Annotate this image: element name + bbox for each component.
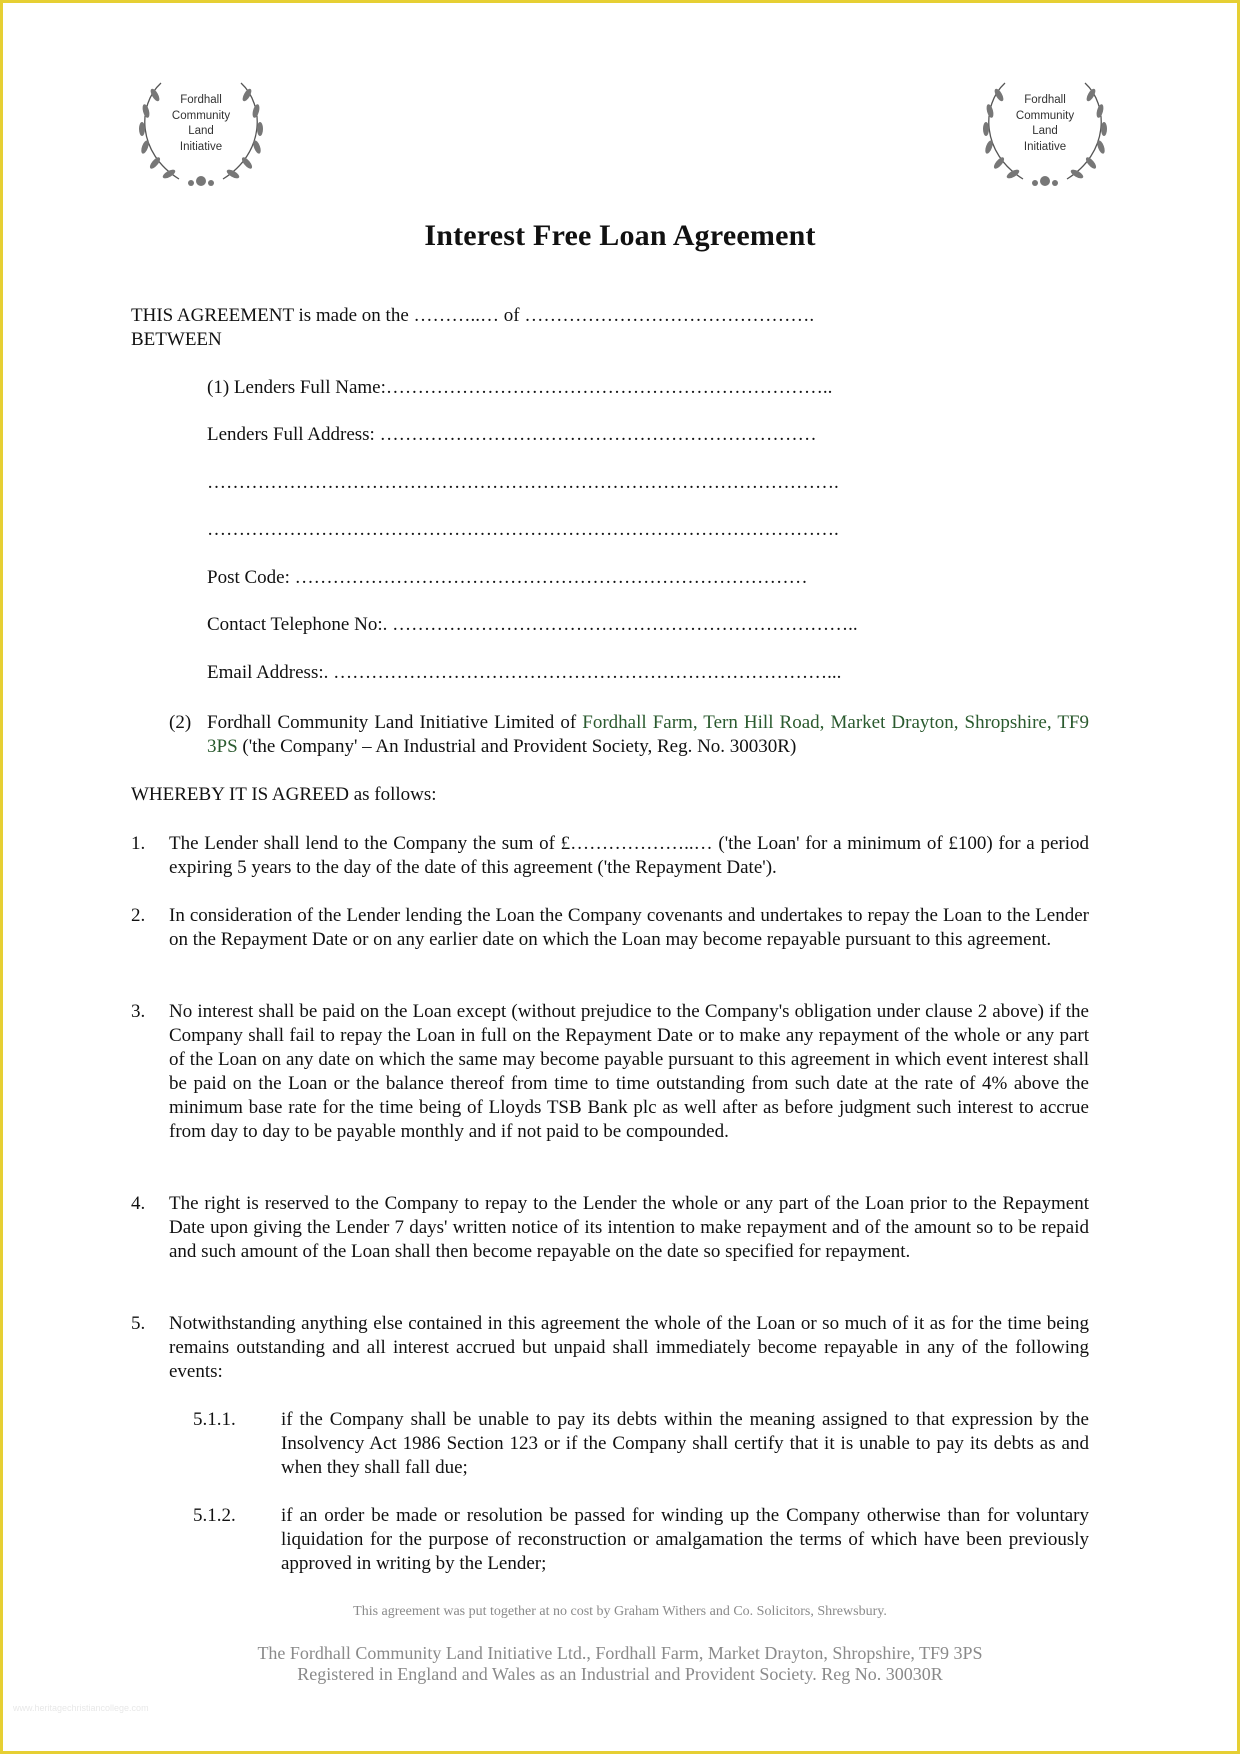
clause-number: 4. — [131, 1193, 146, 1214]
email-field: Email Address:. ……………………………………………………………………... — [207, 662, 842, 683]
logo-line: Land — [1032, 125, 1058, 137]
clause-number: 3. — [131, 1001, 146, 1022]
logo-line: Initiative — [1023, 140, 1067, 153]
logo-line: Fordhall — [1024, 94, 1066, 106]
lender-address-field: Lenders Full Address: …………………………………………………………… — [207, 424, 817, 445]
clause-text: No interest shall be paid on the Loan except (without prejudice to the Company's obligation under clause 2 above) if the Company shall fail to repay the Loan in full on the Repayment Date or to make any repayment of the whole or any part of the Loan on any date on which the same may become payable pursuant to this agreement in which event interest shall be paid on the Loan or the balance thereof from time to time outstanding from such date at the rate of 4% above the minimum base rate for the time being of Lloyds TSB Bank plc as well after as before judgment such interest to accrue from day to day to be payable monthly and if not paid to be compounded. — [169, 1001, 1089, 1142]
logo-line: Community — [1015, 109, 1075, 122]
subclause-number: 5.1.1. — [193, 1409, 236, 1430]
clause-text: In consideration of the Lender lending the Loan the Company covenants and undertakes to repay the Loan to the Lender on the Repayment Date or on any earlier date on which the Loan may become repayable pursuant to this agreement. — [169, 905, 1089, 950]
whereby-heading: WHEREBY IT IS AGREED as follows: — [131, 784, 437, 805]
footer-address: The Fordhall Community Land Initiative Ltd., Fordhall Farm, Market Drayton, Shropshire, TF9 3PS — [257, 1643, 983, 1663]
clause-text: The Lender shall lend to the Company the sum of £………………..… ('the Loan' for a minimum of £100) for a period expiring 5 years to the day of the date of this agreement ('the Repayment Date'). — [169, 833, 1089, 878]
logo-line: Fordhall — [180, 94, 222, 106]
party2-number: (2) — [169, 712, 192, 733]
party2-name: Fordhall Community Land Initiative Limited of — [207, 712, 583, 733]
solicitor-note: This agreement was put together at no cost by Graham Withers and Co. Solicitors, Shrewsbury. — [353, 1604, 887, 1619]
telephone-field: Contact Telephone No:. ……………………………………………………………….. — [207, 614, 858, 635]
agreement-date-line: THIS AGREEMENT is made on the ………..… of ………………………………………. — [131, 305, 815, 326]
party2-details: ('the Company' – An Industrial and Provident Society, Reg. No. 30030R) — [237, 736, 797, 757]
fordhall-logo-left — [131, 75, 271, 193]
clause-number: 1. — [131, 833, 146, 854]
party2-company — [207, 711, 1089, 759]
clause-text: Notwithstanding anything else contained in this agreement the whole of the Loan or so much of it as for the time being remains outstanding and all interest accrued but unpaid shall immediately become repayable in any of the following events: — [169, 1313, 1089, 1382]
subclause-text: if an order be made or resolution be passed for winding up the Company otherwise than for voluntary liquidation for the purpose of reconstruction or amalgamation the terms of which have been previously approved in writing by the Lender; — [281, 1505, 1089, 1574]
logo-line: Initiative — [179, 140, 223, 153]
lender-address-line-2: ………………………………………………………………………………………. — [207, 472, 839, 493]
subclause-number: 5.1.2. — [193, 1505, 236, 1526]
lender-address-line-3: ………………………………………………………………………………………. — [207, 519, 839, 540]
fordhall-logo-right — [975, 75, 1115, 193]
party2-address: Fordhall Farm, Tern Hill Road, Market Drayton, Shropshire, TF9 3PS — [207, 712, 1089, 757]
lender-name-field: (1) Lenders Full Name:…………………………………………………………….. — [207, 377, 833, 398]
watermark: www.heritagechristiancollege.com — [13, 1703, 149, 1713]
between-label: BETWEEN — [131, 329, 222, 350]
clause-number: 2. — [131, 905, 146, 926]
company-footer — [3, 1643, 1237, 1685]
document-title: Interest Free Loan Agreement — [424, 219, 816, 252]
logo-line: Land — [188, 125, 214, 137]
logo-line: Community — [171, 109, 231, 122]
clause-text: The right is reserved to the Company to repay to the Lender the whole or any part of the Loan prior to the Repayment Date upon giving the Lender 7 days' written notice of its intention to make repayment and of the amount so to be repaid and such amount of the Loan shall then become repayable on the date so specified for repayment. — [169, 1193, 1089, 1262]
clause-number: 5. — [131, 1313, 146, 1334]
footer-registration: Registered in England and Wales as an Industrial and Provident Society. Reg No. 30030R — [297, 1664, 943, 1684]
subclause-text: if the Company shall be unable to pay its debts within the meaning assigned to that expression by the Insolvency Act 1986 Section 123 or if the Company shall certify that it is unable to pay its debts as and when they shall fall due; — [281, 1409, 1089, 1478]
post-code-field: Post Code: ……………………………………………………………………… — [207, 567, 808, 588]
